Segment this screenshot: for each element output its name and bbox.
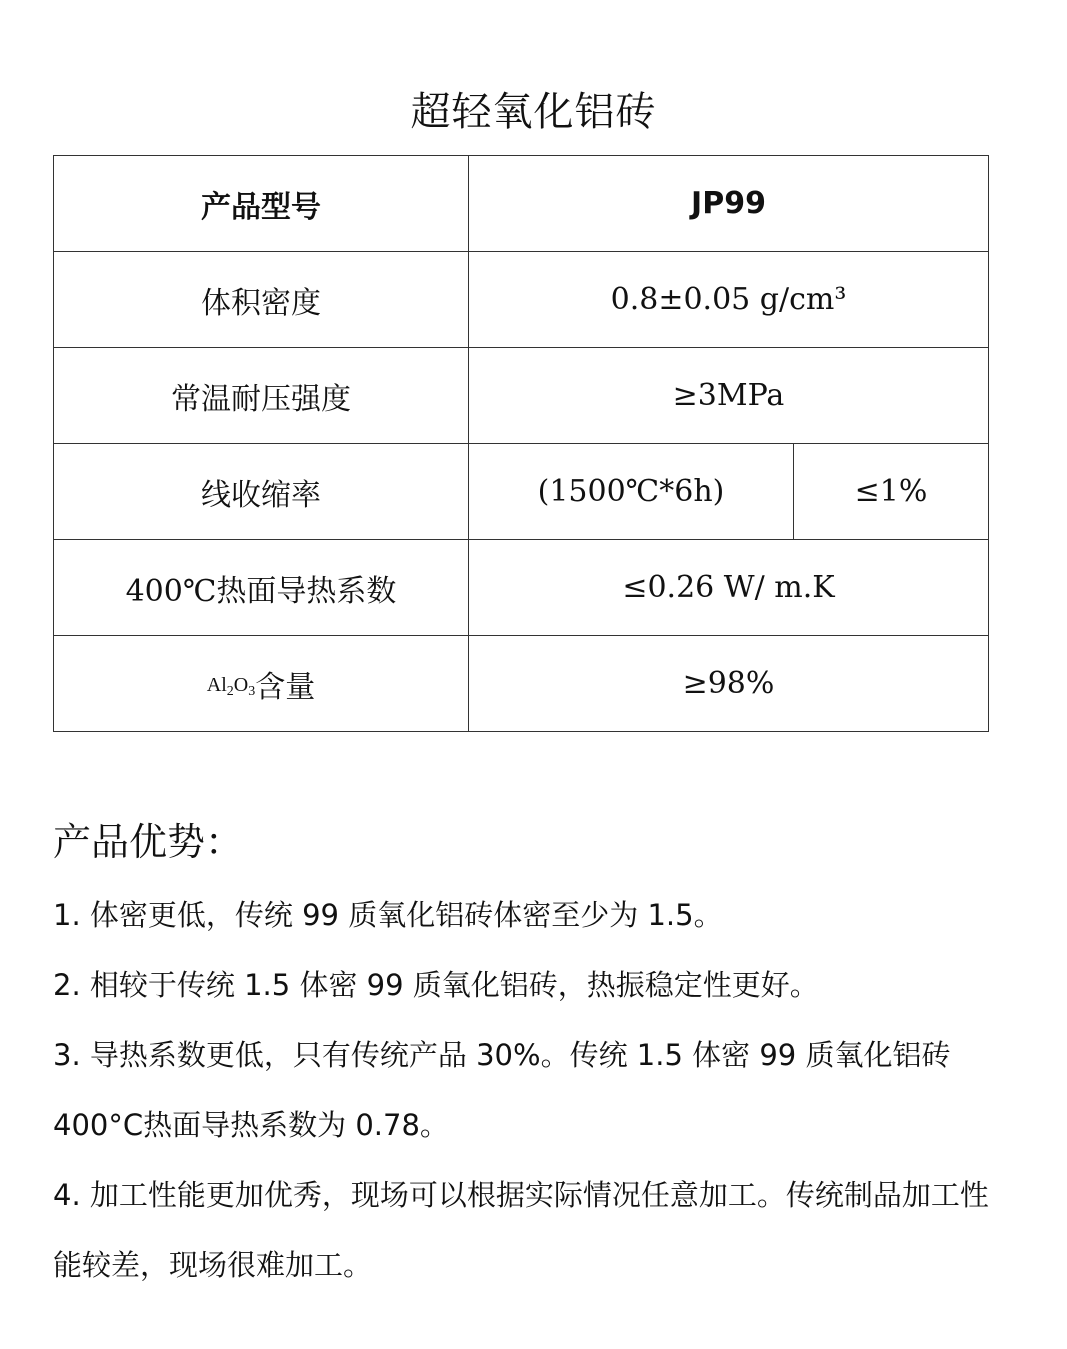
row-value: ≤0.26 W/ m.K (469, 540, 989, 636)
row-label: 400℃热面导热系数 (54, 540, 469, 636)
row-label: 体积密度 (54, 252, 469, 348)
table-header-row (54, 156, 989, 252)
header-value: JP99 (469, 156, 989, 252)
header-label: 产品型号 (54, 156, 469, 252)
row-label-suffix: 含量 (255, 669, 316, 705)
row-value: ≥98% (469, 636, 989, 732)
row-value: ≥3MPa (469, 348, 989, 444)
spec-table (53, 155, 989, 732)
row-label: 线收缩率 (54, 444, 469, 540)
row-value: 0.8±0.05 g/cm³ (469, 252, 989, 348)
page-title: 超轻氧化铝砖 (410, 89, 657, 135)
table-row (54, 252, 989, 348)
table-row (54, 348, 989, 444)
row-condition: (1500℃*6h) (469, 444, 794, 540)
chemical-formula: Al2O3 (206, 673, 256, 699)
row-label: 常温耐压强度 (54, 348, 469, 444)
table-row (54, 444, 989, 540)
row-value: ≤1% (794, 444, 989, 540)
row-label (54, 636, 469, 732)
table-row (54, 636, 989, 732)
table-row (54, 540, 989, 636)
advantage-item: 3. 导热系数更低，只有传统产品 30%。传统 1.5 体密 99 质氧化铝砖 400°C热面导热系数为 0.78。 (53, 1038, 951, 1142)
advantage-item: 1. 体密更低，传统 99 质氧化铝砖体密至少为 1.5。 (53, 898, 723, 932)
advantage-item: 2. 相较于传统 1.5 体密 99 质氧化铝砖，热振稳定性更好。 (53, 968, 819, 1002)
advantages-heading: 产品优势： (53, 820, 244, 864)
advantage-item: 4. 加工性能更加优秀，现场可以根据实际情况任意加工。传统制品加工性能较差，现场很难加工。 (53, 1178, 989, 1282)
advantages-section (53, 812, 1013, 1300)
